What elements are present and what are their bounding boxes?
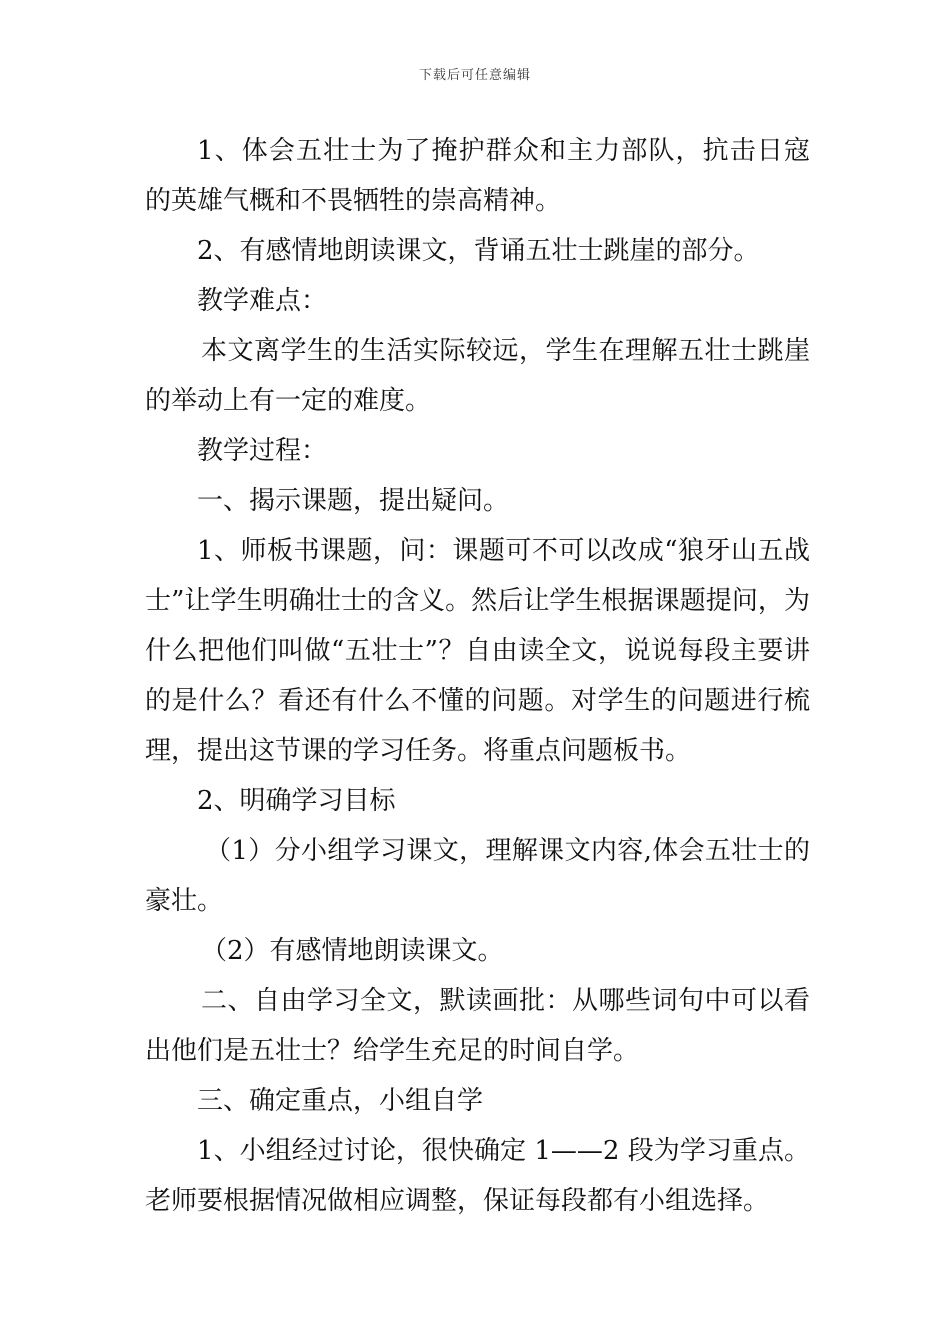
paragraph-step-1: 1、师板书课题，问：课题可不可以改成“狼牙山五战士”让学生明确壮士的含义。然后让学生根据课题提问，为什么把他们叫做“五壮士”？自由读全文，说说每段主要讲的是什么？看还有什么不懂的问题。对学生的问题进行梳理，提出这节课的学习任务。将重点问题板书。 [145,536,810,766]
document-body [145,126,810,1226]
section-heading-1: 一、揭示课题，提出疑问。 [197,486,510,516]
paragraph-group-study: 1、小组经过讨论，很快确定 1——2 段为学习重点。老师要根据情况做相应调整，保证每段都有小组选择。 [145,1136,810,1216]
paragraph-goal-2: 2、有感情地朗读课文，背诵五壮士跳崖的部分。 [197,236,760,266]
section-heading-2: 二、自由学习全文，默读画批：从哪些词句中可以看出他们是五壮士？给学生充足的时间自学。 [145,986,810,1066]
heading-difficulty: 教学难点： [197,286,328,316]
paragraph-step-2: 2、明确学习目标 [197,786,396,816]
page-header: 下载后可任意编辑 [418,68,531,83]
paragraph-difficulty: 本文离学生的生活实际较远，学生在理解五壮士跳崖的举动上有一定的难度。 [145,336,810,416]
paragraph-objective-2: （2）有感情地朗读课文。 [201,936,504,966]
heading-process: 教学过程： [197,436,328,466]
section-heading-3: 三、确定重点，小组自学 [197,1086,484,1116]
paragraph-objective-1: （1）分小组学习课文，理解课文内容,体会五壮士的豪壮。 [145,836,810,916]
paragraph-goal-1: 1、体会五壮士为了掩护群众和主力部队，抗击日寇的英雄气概和不畏牺牲的崇高精神。 [145,136,810,216]
